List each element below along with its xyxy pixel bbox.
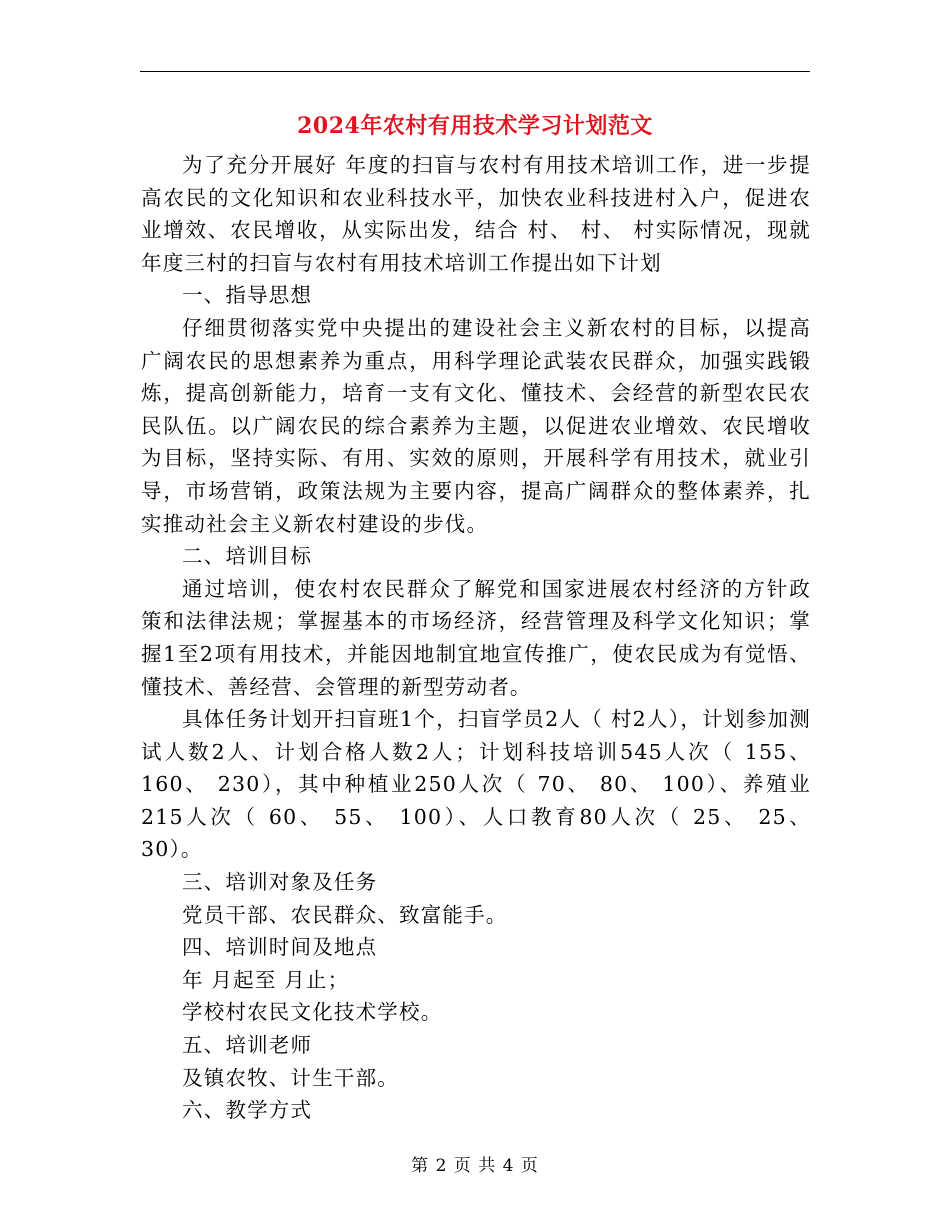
heading-time-and-place: 四、培训时间及地点: [182, 935, 378, 960]
heading-teachers: 五、培训老师: [182, 1033, 313, 1058]
heading-training-goals: 二、培训目标: [182, 544, 313, 569]
page-footer: 第 2 页 共 4 页: [411, 1156, 539, 1176]
document-title: 2024年农村有用技术学习计划范文: [297, 113, 653, 139]
paragraph-teachers: 及镇农牧、计生干部。: [182, 1065, 399, 1090]
paragraph-intro: 为了充分开展好 年度的扫盲与农村有用技术培训工作，进一步提高农民的文化知识和农业科技水平，加快农业科技进村入户，促进农业增效、农民增收，从实际出发，结合 村、 村、 村实际情况，现就 年度三村的扫盲与农村有用技术培训工作提出如下计划: [141, 153, 811, 275]
header-rule: [140, 71, 810, 72]
heading-teaching-method: 六、教学方式: [182, 1098, 313, 1123]
heading-training-targets: 三、培训对象及任务: [182, 870, 378, 895]
paragraph-place: 学校村农民文化技术学校。: [182, 1000, 443, 1025]
paragraph-specific-tasks: 具体任务计划开扫盲班1个，扫盲学员2人（ 村2人），计划参加测试人数2人、计划合格人数2人；计划科技培训545人次（ 155、 160、 230），其中种植业250人次（ 70、 80、 100）、养殖业215人次（ 60、 55、 100）、人口教育80人次（ 25、 25、 30）。: [141, 707, 811, 862]
document-body: [141, 149, 811, 1127]
heading-guiding-ideology: 一、指导思想: [182, 283, 313, 308]
paragraph-time: 年 月起至 月止；: [182, 967, 350, 992]
paragraph-training-targets: 党员干部、农民群众、致富能手。: [182, 902, 508, 927]
paragraph-guiding-ideology: 仔细贯彻落实党中央提出的建设社会主义新农村的目标，以提高广阔农民的思想素养为重点，用科学理论武装农民群众，加强实践锻炼，提高创新能力，培育一支有文化、懂技术、会经营的新型农民农民队伍。以广阔农民的综合素养为主题，以促进农业增效、农民增收为目标，坚持实际、有用、实效的原则，开展科学有用技术，就业引导，市场营销，政策法规为主要内容，提高广阔群众的整体素养，扎实推动社会主义新农村建设的步伐。: [141, 315, 811, 536]
paragraph-training-goals: 通过培训，使农村农民群众了解党和国家进展农村经济的方针政策和法律法规；掌握基本的市场经济，经营管理及科学文化知识；掌握1至2项有用技术，并能因地制宜地宣传推广，使农民成为有觉悟、懂技术、善经营、会管理的新型劳动者。: [141, 576, 811, 699]
